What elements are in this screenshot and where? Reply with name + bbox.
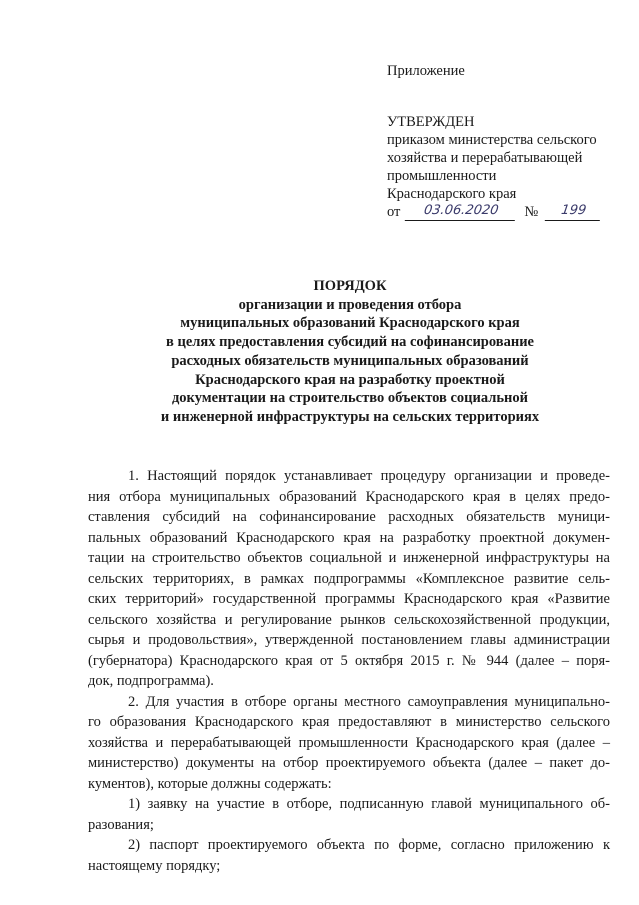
document-title bbox=[100, 277, 600, 427]
handwritten-date: 03.06.2020 bbox=[405, 203, 518, 221]
approval-line: Краснодарского края bbox=[387, 186, 517, 202]
paragraph-line: кументов), которые должны содержать: bbox=[88, 775, 332, 792]
paragraph-line: (губернатора) Краснодарского края от 5 октября 2015 г. № 944 (далее – поря- bbox=[88, 652, 610, 669]
appendix-label: Приложение bbox=[387, 63, 465, 79]
order-date-row bbox=[387, 203, 632, 221]
paragraph-line: го образования Краснодарского края предоставляют в министерство сельского bbox=[88, 714, 610, 730]
list-item-line: разования; bbox=[88, 816, 154, 833]
approval-line: промышленности bbox=[387, 168, 497, 184]
list-item-line: 1) заявку на участие в отборе, подписанную главой муниципального об- bbox=[128, 796, 610, 812]
date-prefix: от bbox=[387, 204, 401, 220]
paragraph-line: сельских территориях, в рамках подпрограммы «Комплексное развитие сель- bbox=[88, 570, 610, 587]
title-line: документации на строительство объектов социальной bbox=[171, 390, 529, 407]
paragraph-line: хозяйства и перерабатывающей промышленности Краснодарского края (далее – bbox=[88, 734, 610, 751]
list-item-line: 2) паспорт проектируемого объекта по форме, согласно приложению к bbox=[128, 837, 610, 853]
title-line: в целях предоставления субсидий на софинансирование bbox=[166, 334, 534, 351]
number-sign: № bbox=[524, 204, 539, 220]
paragraph-line: 2. Для участия в отборе органы местного самоуправления муниципально- bbox=[128, 693, 610, 710]
title-line: Краснодарского края на разработку проектной bbox=[195, 371, 505, 388]
list-item-line: настоящему порядку; bbox=[88, 857, 221, 874]
paragraph-line: пальных образований Краснодарского края на разработку проектной докумен- bbox=[88, 529, 610, 546]
paragraph-line: ния отбора муниципальных образований Краснодарского края в целях предо- bbox=[88, 488, 610, 505]
paragraph-line: тации на строительство объектов социальной и инженерной инфраструктуры на bbox=[88, 550, 610, 566]
title-line: и инженерной инфраструктуры на сельских территориях bbox=[160, 408, 540, 425]
document-body bbox=[88, 466, 610, 876]
title-line: муниципальных образований Краснодарского края bbox=[180, 315, 520, 332]
paragraph-line: сырья и продовольствия», утвержденной постановлением главы администрации bbox=[88, 632, 610, 648]
approved-label: УТВЕРЖДЕН bbox=[387, 114, 475, 130]
paragraph-line: ских территорий» государственной программы Краснодарского края «Развитие bbox=[88, 591, 610, 607]
paragraph-line: ставления субсидий на софинансирование расходных обязательств муници- bbox=[88, 509, 610, 525]
approval-block bbox=[387, 62, 632, 221]
paragraph-line: 1. Настоящий порядок устанавливает процедуру организации и проведе- bbox=[128, 468, 610, 484]
paragraph-line: сельского хозяйства и регулирование рынков сельскохозяйственной продукции, bbox=[88, 611, 610, 628]
title-line: организации и проведения отбора bbox=[238, 296, 462, 313]
title-line: расходных обязательств муниципальных образований bbox=[171, 352, 529, 369]
handwritten-number: 199 bbox=[545, 203, 603, 221]
approval-line: хозяйства и перерабатывающей bbox=[387, 150, 583, 166]
paragraph-line: министерство) документы на отбор проектируемого объекта (далее – пакет до- bbox=[88, 755, 610, 771]
title-main: ПОРЯДОК bbox=[313, 278, 387, 294]
paragraph-line: док, подпрограмма). bbox=[88, 673, 214, 689]
approval-line: приказом министерства сельского bbox=[387, 132, 597, 148]
